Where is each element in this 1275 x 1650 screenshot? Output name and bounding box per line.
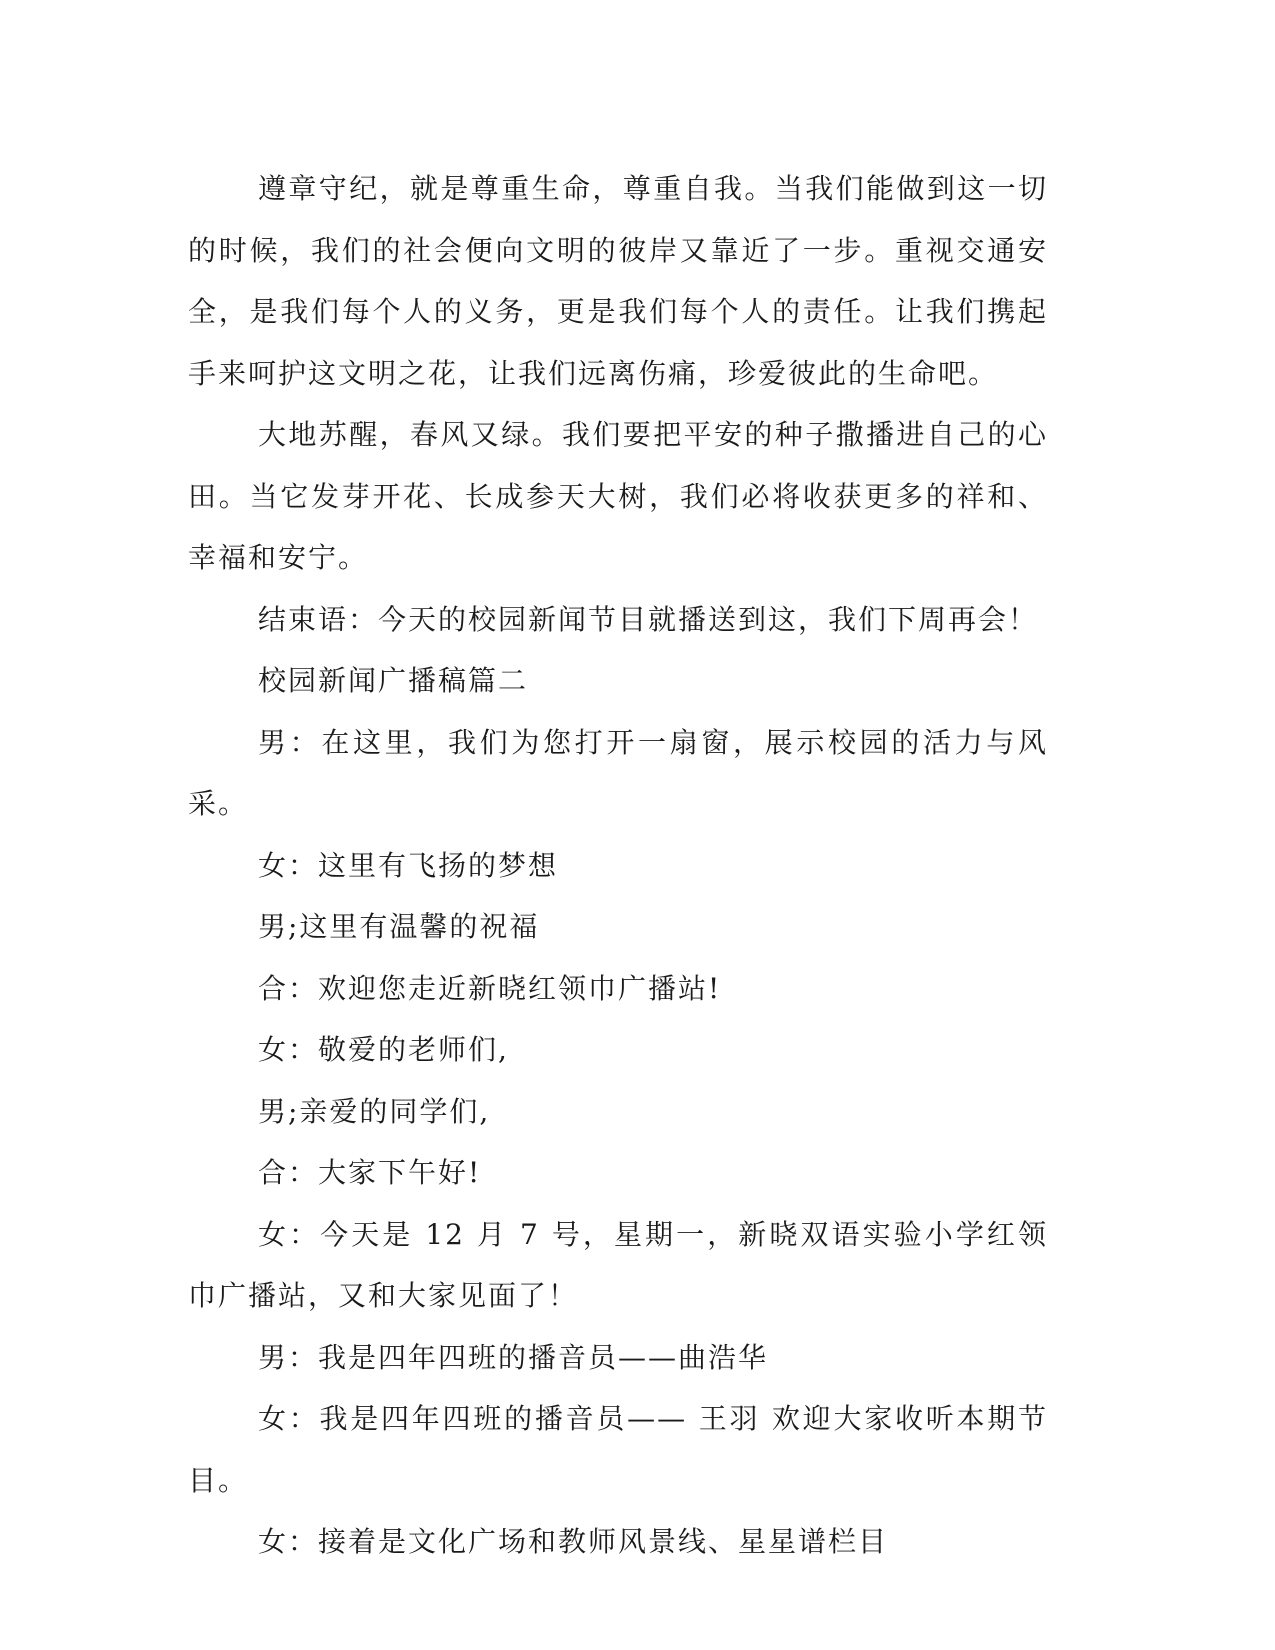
dialogue-line: 男;这里有温馨的祝福: [258, 910, 540, 943]
dialogue-line: 男：在这里，我们为您打开一扇窗，展示校园的活力与风采。: [188, 725, 1048, 820]
dialogue-line: 合：大家下午好!: [258, 1156, 482, 1189]
paragraph-closing: 结束语：今天的校园新闻节目就播送到这，我们下周再会！: [258, 602, 1039, 636]
document-body: [188, 158, 1048, 1573]
dialogue-line: 女：这里有飞扬的梦想: [258, 848, 559, 882]
dialogue-line: 女：接着是文化广场和教师风景线、星星谱栏目: [258, 1525, 889, 1558]
dialogue-line: 男;亲爱的同学们,: [258, 1094, 491, 1128]
dialogue-line: 男：我是四年四班的播音员——曲浩华: [258, 1340, 769, 1374]
dialogue-line: 女：敬爱的老师们,: [258, 1033, 509, 1066]
dialogue-line: 合：欢迎您走近新晓红领巾广播站!: [258, 971, 722, 1005]
paragraph-traffic-safety: 遵章守纪，就是尊重生命，尊重自我。当我们能做到这一切的时候，我们的社会便向文明的彼岸又靠近了一步。重视交通安全，是我们每个人的义务，更是我们每个人的责任。让我们携起手来呵护这文明之花，让我们远离伤痛，珍爱彼此的生命吧。: [188, 172, 1048, 390]
dialogue-line: 女：我是四年四班的播音员—— 王羽 欢迎大家收听本期节目。: [188, 1402, 1048, 1497]
paragraph-spring: 大地苏醒，春风又绿。我们要把平安的种子撒播进自己的心田。当它发芽开花、长成参天大树，我们必将收获更多的祥和、幸福和安宁。: [188, 418, 1048, 574]
section-heading: 校园新闻广播稿篇二: [258, 664, 529, 697]
dialogue-line: 女：今天是 12 月 7 号，星期一，新晓双语实验小学红领巾广播站，又和大家见面了！: [188, 1217, 1048, 1312]
